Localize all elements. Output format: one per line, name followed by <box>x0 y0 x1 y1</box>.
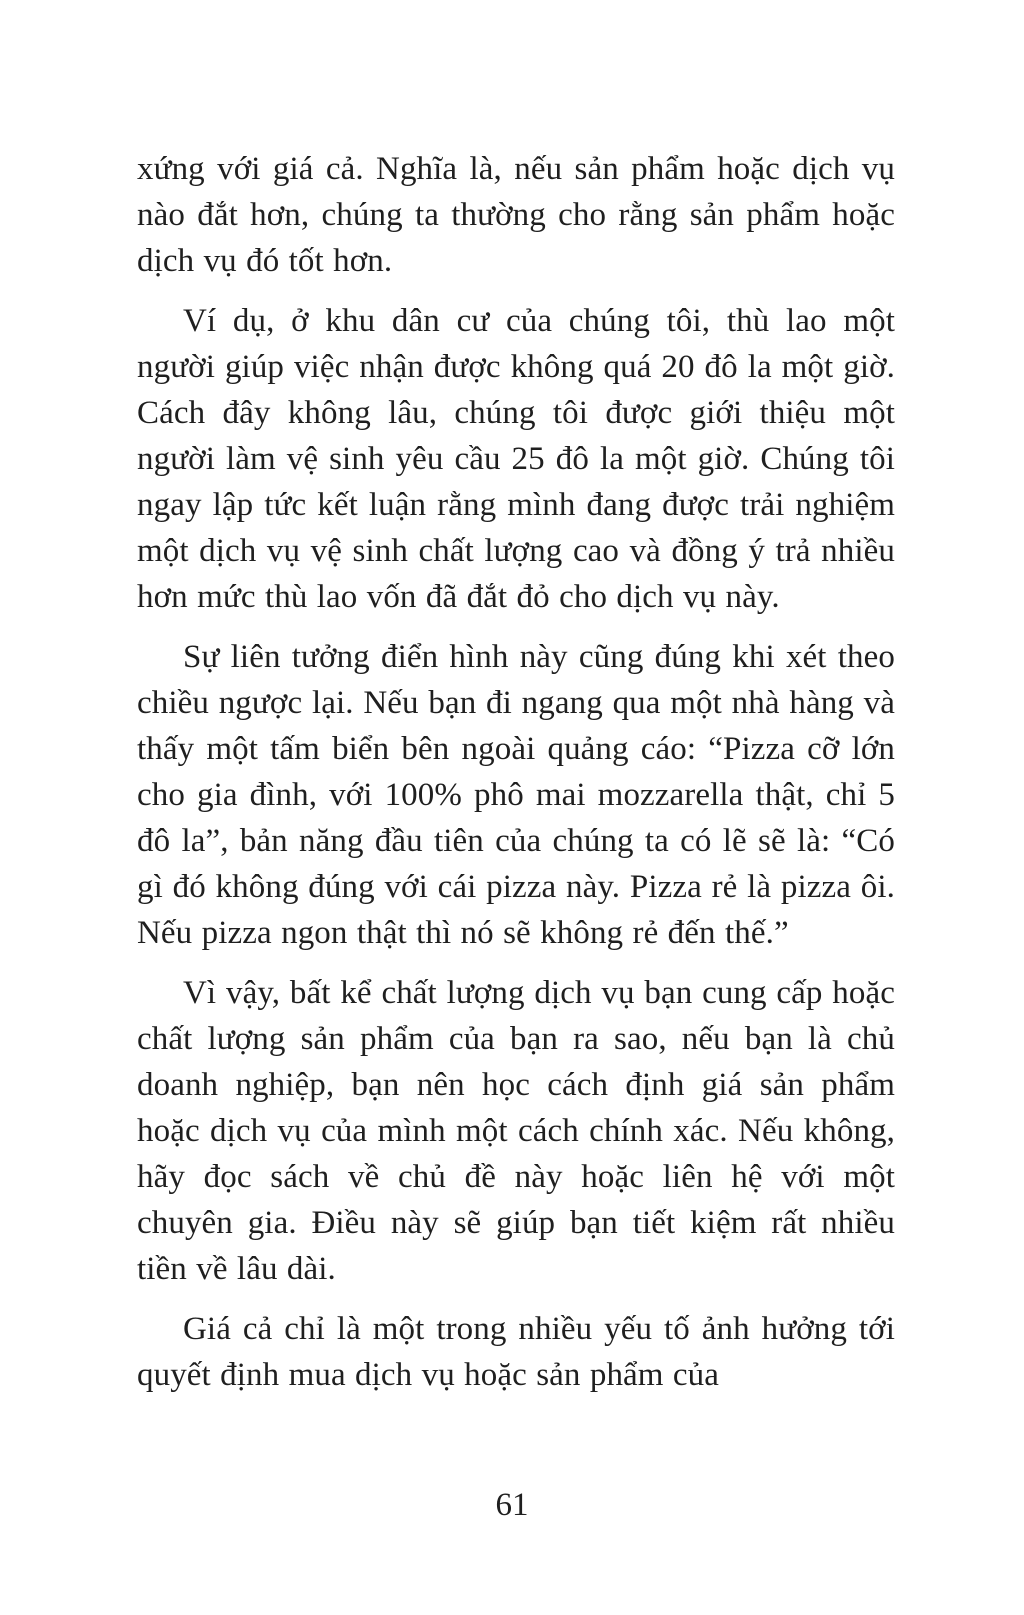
page-number: 61 <box>495 1487 529 1523</box>
paragraph-pizza-association: Sự liên tưởng điển hình này cũng đúng khi xét theo chiều ngược lại. Nếu bạn đi ngang qua một nhà hàng và thấy một tấm biển bên ngoài quảng cáo: “Pizza cỡ lớn cho gia đình, với 100% phô mai mozzarella thật, chỉ 5 đô la”, bản năng đầu tiên của chúng ta có lẽ sẽ là: “Có gì đó không đúng với cái pizza này. Pizza rẻ là pizza ôi. Nếu pizza ngon thật thì nó sẽ không rẻ đến thế.” <box>137 639 895 951</box>
body-text <box>137 146 895 1398</box>
paragraph-example-cleaner: Ví dụ, ở khu dân cư của chúng tôi, thù lao một người giúp việc nhận được không quá 20 đô la một giờ. Cách đây không lâu, chúng tôi được giới thiệu một người làm vệ sinh yêu cầu 25 đô la một giờ. Chúng tôi ngay lập tức kết luận rằng mình đang được trải nghiệm một dịch vụ vệ sinh chất lượng cao và đồng ý trả nhiều hơn mức thù lao vốn đã đắt đỏ cho dịch vụ này. <box>137 303 895 615</box>
paragraph-continuation: xứng với giá cả. Nghĩa là, nếu sản phẩm hoặc dịch vụ nào đắt hơn, chúng ta thường cho rằng sản phẩm hoặc dịch vụ đó tốt hơn. <box>137 151 895 279</box>
paragraph-pricing-advice: Vì vậy, bất kể chất lượng dịch vụ bạn cung cấp hoặc chất lượng sản phẩm của bạn ra sao, nếu bạn là chủ doanh nghiệp, bạn nên học cách định giá sản phẩm hoặc dịch vụ của mình một cách chính xác. Nếu không, hãy đọc sách về chủ đề này hoặc liên hệ với một chuyên gia. Điều này sẽ giúp bạn tiết kiệm rất nhiều tiền về lâu dài. <box>137 975 895 1287</box>
paragraph-price-factor: Giá cả chỉ là một trong nhiều yếu tố ảnh hưởng tới quyết định mua dịch vụ hoặc sản phẩm của <box>137 1311 895 1393</box>
